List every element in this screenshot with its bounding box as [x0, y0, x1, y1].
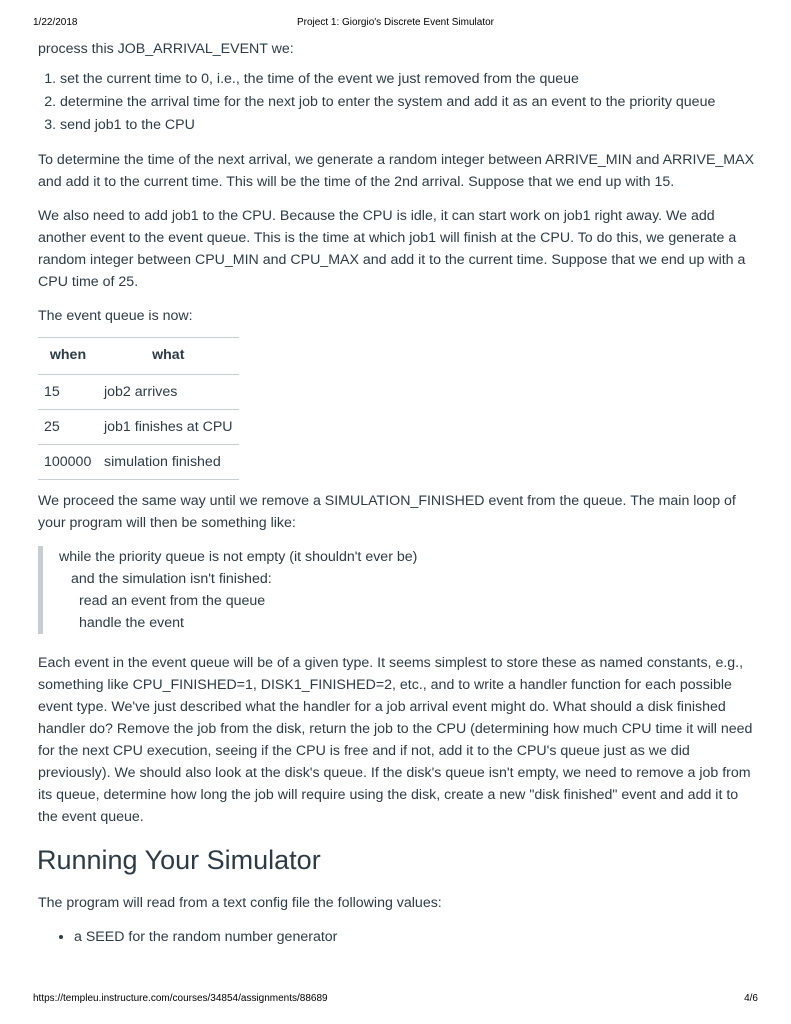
cell-what: job1 finishes at CPU [98, 410, 239, 445]
main-loop-blockquote [38, 546, 758, 634]
proceed-paragraph: We proceed the same way until we remove a SIMULATION_FINISHED event from the queue. The main loop of your program will then be something like: [38, 493, 736, 531]
column-header-what: what [98, 338, 239, 375]
cell-when: 100000 [38, 445, 98, 480]
loop-line: read an event from the queue [79, 593, 266, 609]
assignment-content [38, 38, 758, 948]
cell-what: job2 arrives [98, 375, 239, 410]
cell-what: simulation finished [98, 445, 239, 480]
list-item: 2. determine the arrival time for the next job to enter the system and add it as an event to the priority queue [60, 91, 758, 114]
loop-line: and the simulation isn't finished: [71, 571, 272, 587]
page-url: https://templeu.instructure.com/courses/34854/assignments/88689 [33, 993, 328, 1004]
next-arrival-paragraph: To determine the time of the next arrival, we generate a random integer between ARRIVE_MIN and ARRIVE_MAX and add it to the current time. This will be the time of the 2nd arrival. Suppose that we end up with 15. [38, 152, 755, 190]
table-row [38, 375, 239, 410]
config-intro-paragraph: The program will read from a text config file the following values: [38, 895, 442, 911]
arrival-steps-list [38, 68, 758, 137]
table-header-row [38, 338, 239, 375]
page-number: 4/6 [744, 993, 758, 1004]
list-item: 3. send job1 to the CPU [60, 114, 758, 137]
handlers-paragraph: Each event in the event queue will be of a given type. It seems simplest to store these as named constants, e.g., something like CPU_FINISHED=1, DISK1_FINISHED=2, etc., and to write a handler function for each possible event type. We've just described what the handler for a job arrival event might do. What should a disk finished handler do? Remove the job from the disk, return the job to the CPU (determining how much CPU time it will need for the next CPU execution, seeing if the CPU is free and if not, add it to the CPU's queue just as we did previously). We should also look at the disk's queue. If the disk's queue isn't empty, we need to remove a job from its queue, determine how long the job will require using the disk, create a new "disk finished" event and add it to the event queue. [38, 655, 753, 825]
add-cpu-paragraph: We also need to add job1 to the CPU. Because the CPU is idle, it can start work on job1 right away. We add another event to the event queue. This is the time at which job1 will finish at the CPU. To do this, we generate a random integer between CPU_MIN and CPU_MAX and add it to the current time. Suppose that we end up with a CPU time of 25. [38, 208, 746, 290]
print-date: 1/22/2018 [33, 17, 78, 28]
cell-when: 15 [38, 375, 98, 410]
print-title: Project 1: Giorgio's Discrete Event Simulator [297, 17, 494, 28]
table-row [38, 445, 239, 480]
loop-line: handle the event [79, 615, 184, 631]
config-values-list [38, 926, 758, 948]
loop-line: while the priority queue is not empty (it shouldn't ever be) [59, 549, 418, 565]
list-item: • a SEED for the random number generator [74, 926, 758, 948]
event-queue-table [38, 337, 239, 480]
queue-now-paragraph: The event queue is now: [38, 308, 193, 324]
section-heading: Running Your Simulator [37, 845, 321, 875]
table-row [38, 410, 239, 445]
cell-when: 25 [38, 410, 98, 445]
intro-text: process this JOB_ARRIVAL_EVENT we: [38, 41, 294, 57]
column-header-when: when [38, 338, 98, 375]
list-item: 1. set the current time to 0, i.e., the time of the event we just removed from the queue [60, 68, 758, 91]
